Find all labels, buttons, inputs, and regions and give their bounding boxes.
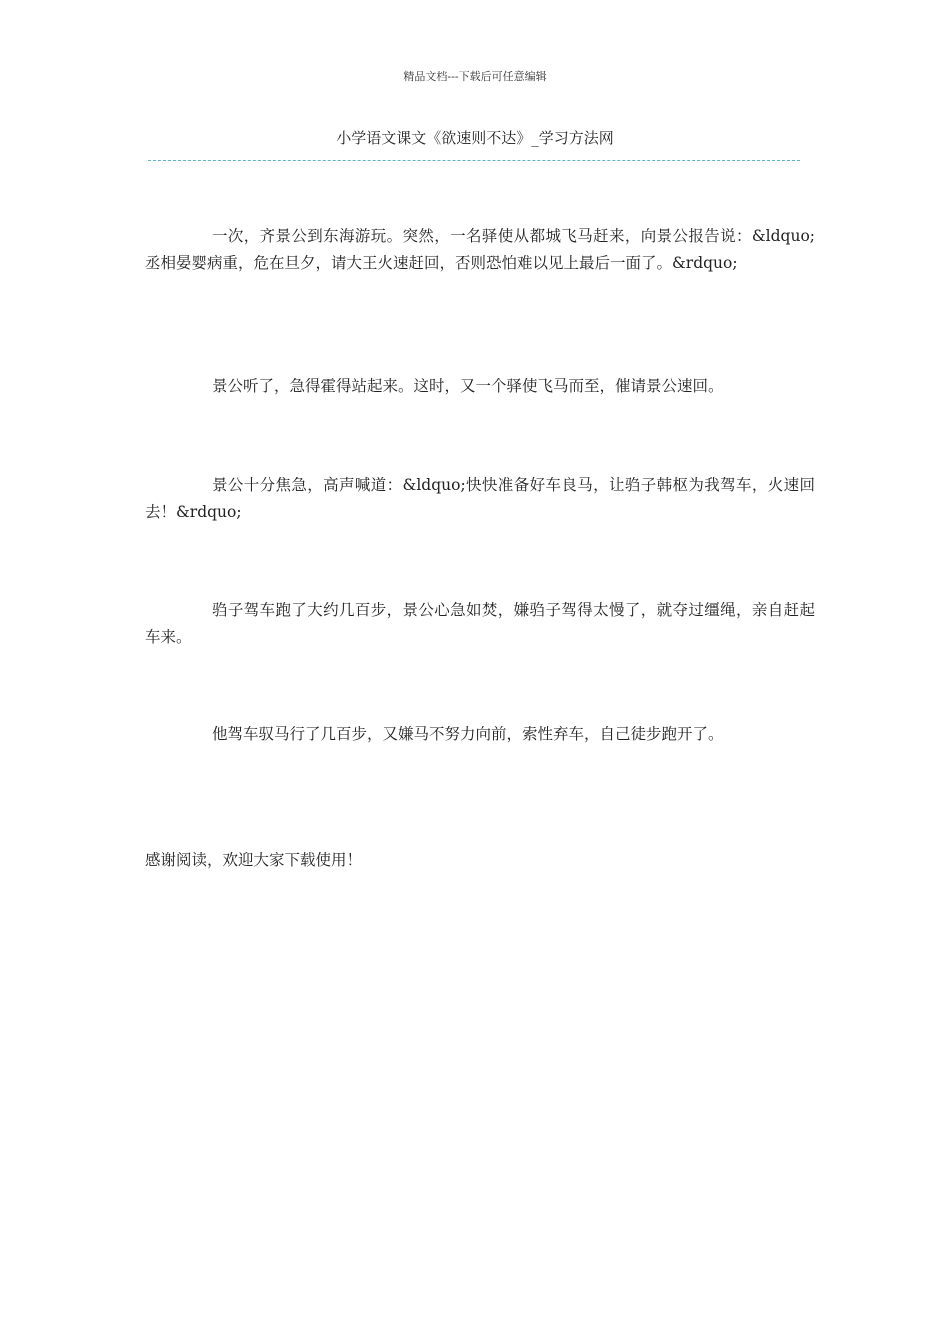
page-header-note: 精品文档---下载后可任意编辑 — [403, 70, 547, 83]
paragraph-4: 驺子驾车跑了大约几百步，景公心急如焚，嫌驺子驾得太慢了，就夺过缰绳，亲自赶起车来。 — [145, 601, 815, 646]
paragraph-1: 一次，齐景公到东海游玩。突然，一名驿使从都城飞马赶来，向景公报告说：&ldquo;丞相晏婴病重，危在旦夕，请大王火速赶回，否则恐怕难以见上最后一面了。&rdquo; — [145, 227, 815, 272]
closing-note: 感谢阅读，欢迎大家下载使用！ — [145, 851, 363, 869]
paragraph-2: 景公听了，急得霍得站起来。这时，又一个驿使飞马而至，催请景公速回。 — [212, 377, 724, 395]
paragraph-5: 他驾车驭马行了几百步，又嫌马不努力向前，索性弃车，自己徒步跑开了。 — [212, 725, 724, 743]
title-divider — [148, 160, 800, 161]
paragraph-3: 景公十分焦急，高声喊道：&ldquo;快快准备好车良马，让驺子韩枢为我驾车，火速回去！&rdquo; — [145, 476, 815, 521]
document-title: 小学语文课文《欲速则不达》_学习方法网 — [336, 129, 614, 147]
